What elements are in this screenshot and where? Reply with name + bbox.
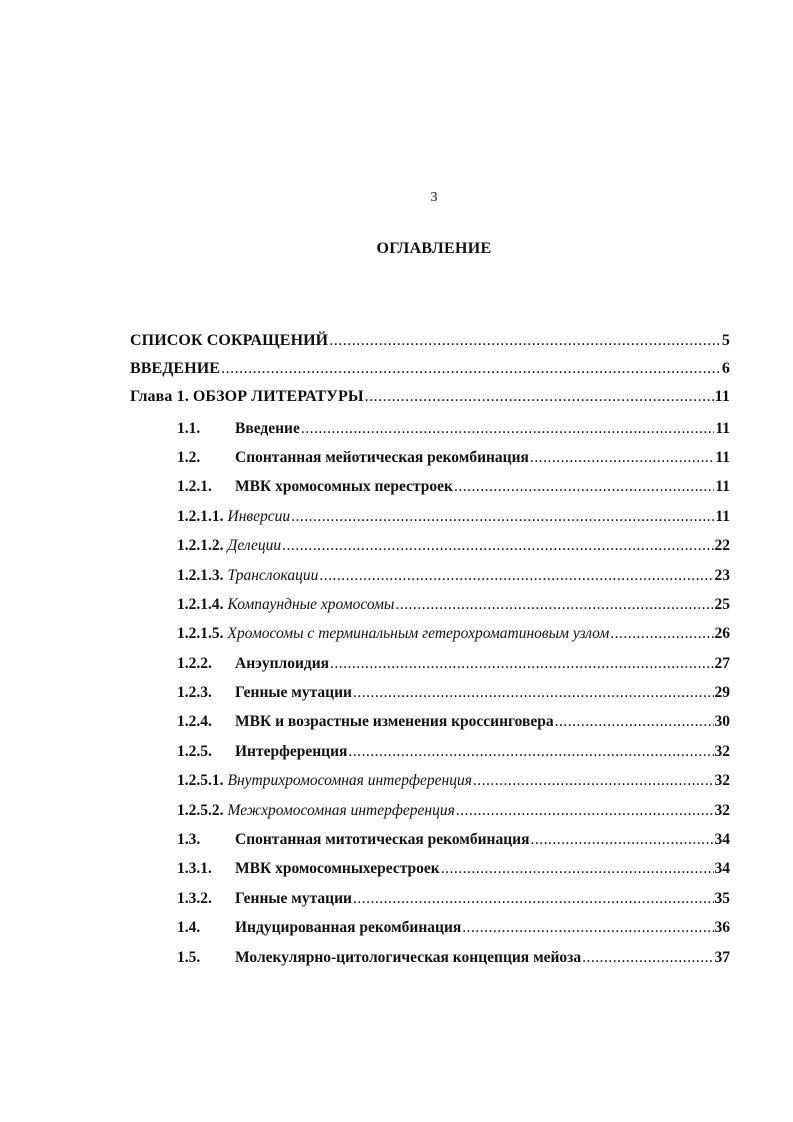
toc-entry[interactable] <box>177 624 730 644</box>
toc-entry[interactable] <box>177 654 730 674</box>
toc-entry-text: ВВЕДЕНИЕ <box>130 360 221 377</box>
toc-leader-dots <box>610 624 713 644</box>
toc-entry-number: 1.2.5.2. <box>177 802 224 819</box>
toc-entry-page: 11 <box>715 478 730 495</box>
toc-entry-page: 27 <box>714 655 730 672</box>
toc-leader-dots <box>282 536 713 556</box>
toc-entry-text: Спонтанная митотическая рекомбинация <box>235 831 530 848</box>
toc-entry-page: 29 <box>714 684 730 701</box>
toc-entry[interactable] <box>177 771 730 791</box>
toc-leader-dots <box>301 419 714 439</box>
toc-entry[interactable] <box>177 477 730 497</box>
toc-leader-dots <box>319 566 713 586</box>
toc-entry-page: 5 <box>721 332 730 349</box>
toc-entry-number: 1.2.1.5. <box>177 625 224 642</box>
toc-entry-page: 11 <box>715 420 730 437</box>
toc-entry-number: 1.4. <box>177 919 201 936</box>
toc-entry[interactable] <box>177 536 730 556</box>
toc-leader-dots <box>555 712 714 732</box>
toc-entry-page: 37 <box>714 949 730 966</box>
toc-leader-dots <box>441 859 714 879</box>
toc-entry-text: Введение <box>235 420 300 437</box>
toc-leader-dots <box>530 830 713 850</box>
toc-entry[interactable] <box>177 889 730 909</box>
toc-entry-number: 1.2.3. <box>177 684 212 701</box>
toc-entry-number: 1.3.2. <box>177 890 212 907</box>
toc-entry-number: 1.2.2. <box>177 655 212 672</box>
toc-leader-dots <box>353 683 714 703</box>
toc-entry-number: 1.5. <box>177 949 201 966</box>
toc-leader-dots <box>365 387 714 407</box>
toc-entry-text: Инверсии <box>227 508 291 525</box>
toc-entry-number: 1.2.1.3. <box>177 567 224 584</box>
toc-entry-page: 26 <box>714 625 730 642</box>
toc-entry[interactable] <box>177 419 730 439</box>
toc-entry-text: Генные мутации <box>235 684 352 701</box>
toc-leader-dots <box>582 948 713 968</box>
toc-entry-page: 36 <box>714 919 730 936</box>
toc-leader-dots <box>462 918 713 938</box>
toc-entry-text: Межхромосомная интерференция <box>227 802 455 819</box>
page-title: ОГЛАВЛЕНИЕ <box>376 240 492 257</box>
toc-entry[interactable] <box>177 712 730 732</box>
toc-entry-number: 1.2. <box>177 449 201 466</box>
toc-leader-dots <box>456 801 714 821</box>
toc-entry-chapter-1[interactable] <box>130 387 730 407</box>
toc-entry[interactable] <box>177 830 730 850</box>
toc-entry[interactable] <box>177 742 730 762</box>
toc-entry-text: Спонтанная мейотическая рекомбинация <box>235 449 529 466</box>
toc-entry-text: Хромосомы с терминальным гетерохроматиновым узлом <box>227 625 610 642</box>
toc-entry-number: 1.2.5.1. <box>177 772 224 789</box>
toc-entry-page: 11 <box>715 508 730 525</box>
toc-entry-page: 11 <box>714 388 730 405</box>
toc-entry-text: Глава 1. ОБЗОР ЛИТЕРАТУРЫ <box>130 388 364 405</box>
toc-leader-dots <box>530 448 714 468</box>
toc-entry-number: 1.2.4. <box>177 713 212 730</box>
toc-entry-number: 1.2.5. <box>177 743 212 760</box>
toc-entry[interactable] <box>177 801 730 821</box>
toc-entry[interactable] <box>177 918 730 938</box>
toc-entry-text: Компаундные хромосомы <box>227 596 395 613</box>
toc-entry[interactable] <box>177 448 730 468</box>
toc-entry-page: 32 <box>714 772 730 789</box>
toc-entry-number: 1.2.1.4. <box>177 596 224 613</box>
toc-entry-text: Делеции <box>227 537 282 554</box>
toc-entry[interactable] <box>177 595 730 615</box>
toc-entry-text: МВК хромосомныхерестроек <box>235 860 440 877</box>
toc-leader-dots <box>395 595 713 615</box>
toc-entry-text: Молекулярно-цитологическая концепция мейоза <box>235 949 582 966</box>
toc-entry-page: 32 <box>714 743 730 760</box>
toc-entry-number: 1.2.1. <box>177 478 212 495</box>
toc-entry-text: Анэуплоидия <box>235 655 330 672</box>
toc-entry-page: 11 <box>715 449 730 466</box>
toc-entry-text: Генные мутации <box>235 890 352 907</box>
toc-entry-page: 32 <box>714 802 730 819</box>
toc-entry-text: Индуцированная рекомбинация <box>235 919 462 936</box>
toc-leader-dots <box>221 359 721 379</box>
toc-entry-number: 1.3. <box>177 831 201 848</box>
toc-leader-dots <box>330 654 713 674</box>
toc-entry-number: 1.2.1.2. <box>177 537 224 554</box>
toc-entry-text: МВК и возрастные изменения кроссинговера <box>235 713 554 730</box>
toc-entry[interactable] <box>177 948 730 968</box>
toc-entry-text: Транслокации <box>227 567 319 584</box>
toc-entry-text: Внутрихромосомная интерференция <box>227 772 472 789</box>
toc-entry-page: 25 <box>714 596 730 613</box>
toc-entry[interactable] <box>177 683 730 703</box>
toc-entry-abbreviations[interactable] <box>130 331 730 351</box>
toc-leader-dots <box>348 742 713 762</box>
toc-leader-dots <box>473 771 714 791</box>
toc-entry-number: 1.1. <box>177 420 201 437</box>
toc-leader-dots <box>353 889 714 909</box>
toc-entry-text: МВК хромосомных перестроек <box>235 478 453 495</box>
toc-entry-page: 30 <box>714 713 730 730</box>
toc-entry[interactable] <box>177 859 730 879</box>
toc-entry-page: 34 <box>714 860 730 877</box>
toc-entry-text: Интерференция <box>235 743 348 760</box>
toc-entry-page: 6 <box>721 360 730 377</box>
toc-leader-dots <box>291 507 714 527</box>
toc-entry-page: 22 <box>714 537 730 554</box>
toc-entry-text: СПИСОК СОКРАЩЕНИЙ <box>130 332 329 349</box>
toc-entry[interactable] <box>177 566 730 586</box>
toc-entry[interactable] <box>177 507 730 527</box>
toc-entry-page: 35 <box>714 890 730 907</box>
toc-entry-number: 1.3.1. <box>177 860 212 877</box>
toc-entry-number: 1.2.1.1. <box>177 508 224 525</box>
toc-entry-page: 23 <box>714 567 730 584</box>
page-number: 3 <box>430 190 438 205</box>
toc-leader-dots <box>329 331 721 351</box>
toc-entry-introduction[interactable] <box>130 359 730 379</box>
toc-leader-dots <box>454 477 714 497</box>
toc-entry-page: 34 <box>714 831 730 848</box>
